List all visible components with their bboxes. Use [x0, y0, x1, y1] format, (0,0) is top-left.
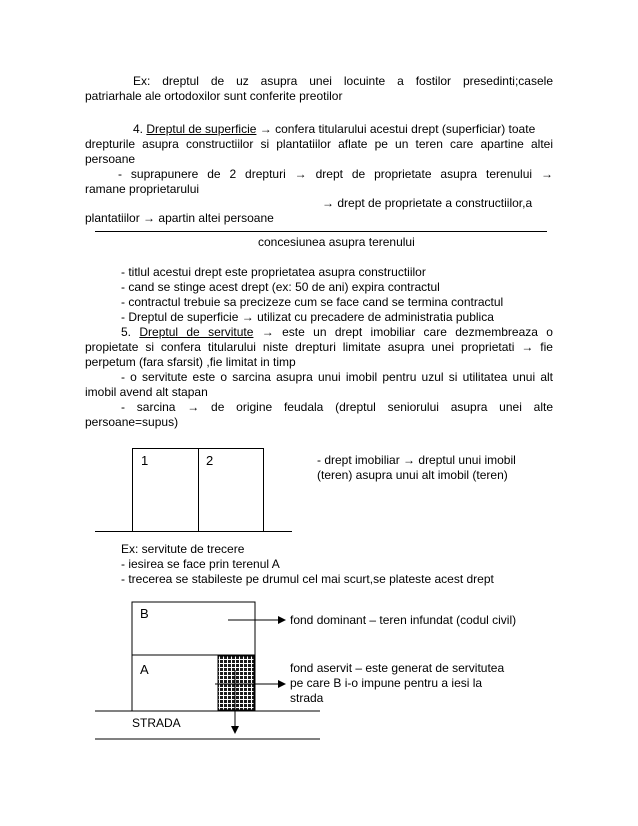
- diagram1-note-a: - drept imobiliar: [317, 453, 400, 467]
- arrow-icon: →: [294, 167, 307, 181]
- para2-number: 4.: [133, 122, 144, 136]
- bullet-1: - titlul acestui drept este proprietatea asupra constructiilor: [121, 265, 426, 279]
- example-item-1: - iesirea se face prin terenul A: [121, 557, 280, 571]
- para3-line4-a: plantatiilor: [85, 211, 140, 225]
- para3-line1-b: drept de proprietate asupra terenului: [315, 167, 533, 181]
- para5-line3: perpetum (fara sfarsit) ,fie limitat in timp: [85, 355, 296, 369]
- diagram1-note-b: dreptul unui imobil: [418, 453, 516, 467]
- plot-label-2: 2: [206, 453, 214, 468]
- arrow-icon: →: [403, 453, 416, 467]
- para5-number: 5.: [121, 325, 132, 339]
- para2-line1-rest: confera titularului acestui drept (superficiar) toate: [275, 122, 536, 136]
- para5-line2-a: propietate si confera titularului niste drepturi limitate asupra unei proprietati: [85, 340, 515, 354]
- plot-label-b: B: [140, 606, 149, 621]
- servitute-title: Dreptul de servitute: [139, 325, 254, 339]
- plot-label-a: A: [140, 662, 149, 677]
- para5-line6-b: de origine feudala (dreptul seniorului asupra unei alte: [211, 400, 553, 414]
- para5-line6-a: - sarcina: [121, 400, 176, 414]
- para2-line2: drepturile asupra constructiilor si plantatiilor aflate pe un teren care apartine altei: [85, 137, 553, 151]
- para1-line2: patriarhale ale ortodoxilor sunt conferite preotilor: [85, 89, 343, 103]
- arrow-icon: →: [521, 340, 534, 354]
- bullet-3: - contractul trebuie sa precizeze cum se face cand se termina contractul: [121, 295, 504, 309]
- para5-line4: - o servitute este o sarcina asupra unui imobil pentru uzul si utilitatea unui alt: [121, 370, 553, 384]
- arrow-icon: →: [261, 325, 274, 339]
- servient-label-3: strada: [290, 691, 324, 705]
- para5-line7: persoane=supus): [85, 415, 179, 429]
- arrow-icon: →: [143, 211, 156, 225]
- para1-line1: Ex: dreptul de uz asupra unei locuinte a fostilor presedinti;casele: [133, 74, 553, 88]
- para5-line5: imobil avend alt stapan: [85, 385, 208, 399]
- para5-line2-b: fie: [540, 340, 553, 354]
- plot-b: [132, 602, 255, 655]
- superficie-title: Dreptul de superficie: [146, 122, 257, 136]
- road-label: STRADA: [132, 716, 181, 730]
- bullet-4-b: utilizat cu precadere de administratia publica: [257, 310, 494, 324]
- plot-label-1: 1: [141, 453, 149, 468]
- arrow-icon: →: [241, 310, 254, 324]
- para3-line4-b: apartin altei persoane: [158, 211, 274, 225]
- concession-text: concesiunea asupra terenului: [258, 235, 415, 249]
- para3-line1-a: - suprapunere de 2 drepturi: [118, 167, 286, 181]
- para2-line3: persoane: [85, 152, 136, 166]
- example-title: Ex: servitute de trecere: [121, 542, 245, 556]
- bullet-4-a: - Dreptul de superficie: [121, 310, 239, 324]
- passage-strip: [218, 656, 254, 710]
- bullet-2: - cand se stinge acest drept (ex: 50 de ani) expira contractul: [121, 280, 440, 294]
- arrow-icon: →: [540, 167, 553, 181]
- dominant-label: fond dominant – teren infundat (codul civil): [290, 613, 517, 627]
- arrow-icon: →: [187, 400, 200, 414]
- example-item-2: - trecerea se stabileste pe drumul cel mai scurt,se plateste acest drept: [121, 572, 494, 586]
- diagram1-note-line2: (teren) asupra unui alt imobil (teren): [317, 468, 508, 482]
- para5-line1-rest: este un drept imobiliar care dezmembreaza o: [282, 325, 553, 339]
- para3-line3-text: drept de proprietate a constructiilor,a: [337, 196, 533, 210]
- arrow-icon: →: [259, 122, 272, 136]
- servient-label-2: pe care B i-o impune pentru a iesi la: [290, 676, 483, 690]
- para3-line2: ramane proprietarului: [85, 182, 200, 196]
- arrow-icon: →: [322, 196, 334, 210]
- servient-label-1: fond aservit – este generat de servitutea: [290, 661, 505, 675]
